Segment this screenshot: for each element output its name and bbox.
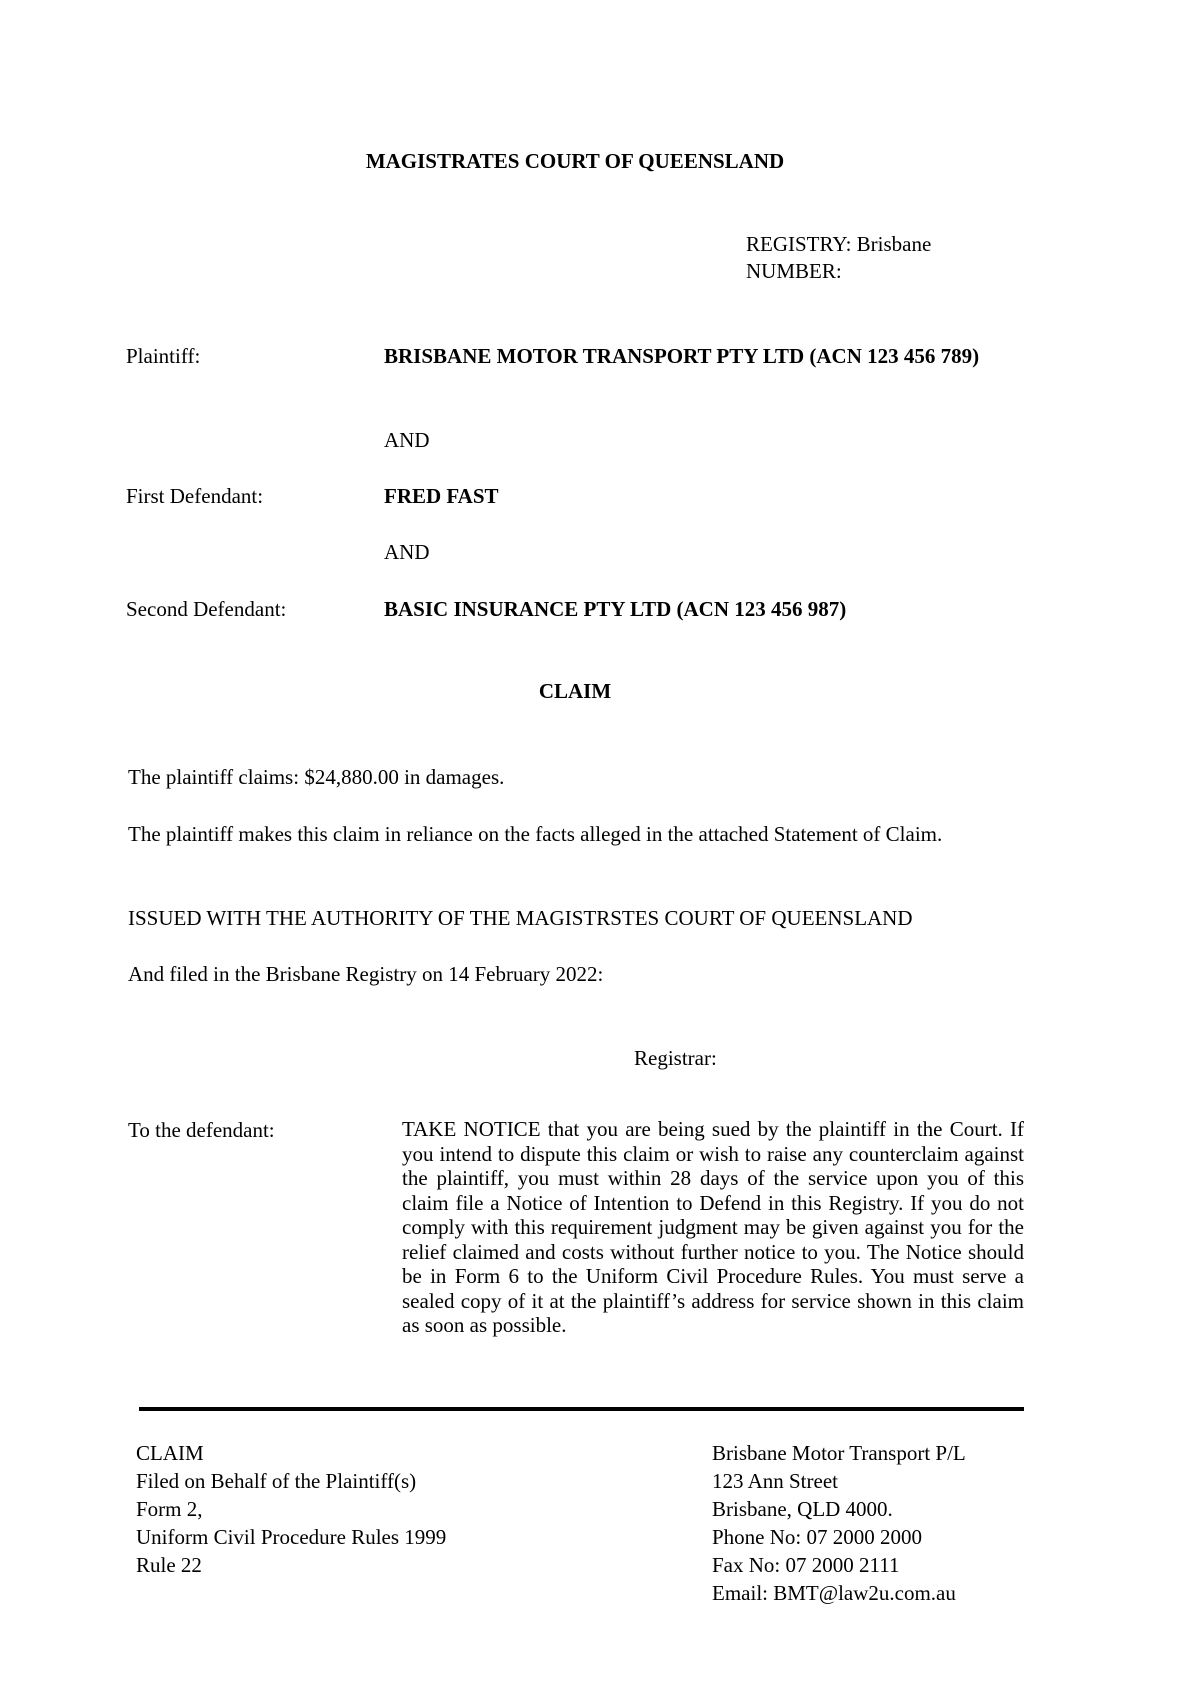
registrar-label: Registrar: (634, 1046, 717, 1070)
footer-right-line: Brisbane, QLD 4000. (712, 1497, 893, 1521)
footer-left-line: Filed on Behalf of the Plaintiff(s) (136, 1469, 417, 1493)
notice-text: TAKE NOTICE that you are being sued by the plaintiff in the Court. If you intend to dispute this claim or wish to raise any counterclaim against the plaintiff, you must within 28 days of the service upon you of this claim file a Notice of Intention to Defend in this Registry. If you do not comply with this requirement judgment may be given against you for the relief claimed and costs without further notice to you. The Notice should be in Form 6 to the Uniform Civil Procedure Rules. You must serve a sealed copy of it at the plaintiff’s address for service shown in this claim as soon as possible. (402, 1117, 1024, 1337)
footer-email: Email: BMT@law2u.com.au (712, 1581, 956, 1605)
footer-left-line: Uniform Civil Procedure Rules 1999 (136, 1525, 447, 1549)
second-defendant-name: BASIC INSURANCE PTY LTD (ACN 123 456 987) (384, 597, 847, 621)
footer-contact-details (712, 1439, 966, 1607)
registry-line: REGISTRY: Brisbane (746, 232, 932, 256)
plaintiff-name: BRISBANE MOTOR TRANSPORT PTY LTD (ACN 123 456 789) (384, 344, 980, 368)
first-defendant-label: First Defendant: (126, 484, 264, 508)
footer-form-details (136, 1439, 446, 1579)
footer-left-line: CLAIM (136, 1441, 204, 1465)
footer-left-line: Form 2, (136, 1497, 203, 1521)
first-defendant-name: FRED FAST (384, 484, 499, 508)
registry-block (746, 231, 931, 285)
footer-right-line: Brisbane Motor Transport P/L (712, 1441, 966, 1465)
footer-divider (139, 1407, 1024, 1411)
second-defendant-label: Second Defendant: (126, 597, 287, 621)
and-separator-1: AND (384, 428, 430, 452)
filed-text: And filed in the Brisbane Registry on 14 February 2022: (128, 962, 604, 986)
authority-text: ISSUED WITH THE AUTHORITY OF THE MAGISTRSTES COURT OF QUEENSLAND (128, 906, 913, 930)
footer-right-line: Fax No: 07 2000 2111 (712, 1553, 900, 1577)
claim-heading: CLAIM (538, 679, 612, 703)
notice-label: To the defendant: (128, 1118, 275, 1142)
claim-reliance-text: The plaintiff makes this claim in reliance on the facts alleged in the attached Statement of Claim. (128, 822, 943, 846)
footer-right-line: 123 Ann Street (712, 1469, 838, 1493)
footer-right-line: Phone No: 07 2000 2000 (712, 1525, 922, 1549)
footer-left-line: Rule 22 (136, 1553, 202, 1577)
and-separator-2: AND (384, 540, 430, 564)
claim-amount-text: The plaintiff claims: $24,880.00 in damages. (128, 765, 505, 789)
court-title: MAGISTRATES COURT OF QUEENSLAND (365, 149, 785, 173)
plaintiff-label: Plaintiff: (126, 344, 201, 368)
number-line: NUMBER: (746, 259, 842, 283)
